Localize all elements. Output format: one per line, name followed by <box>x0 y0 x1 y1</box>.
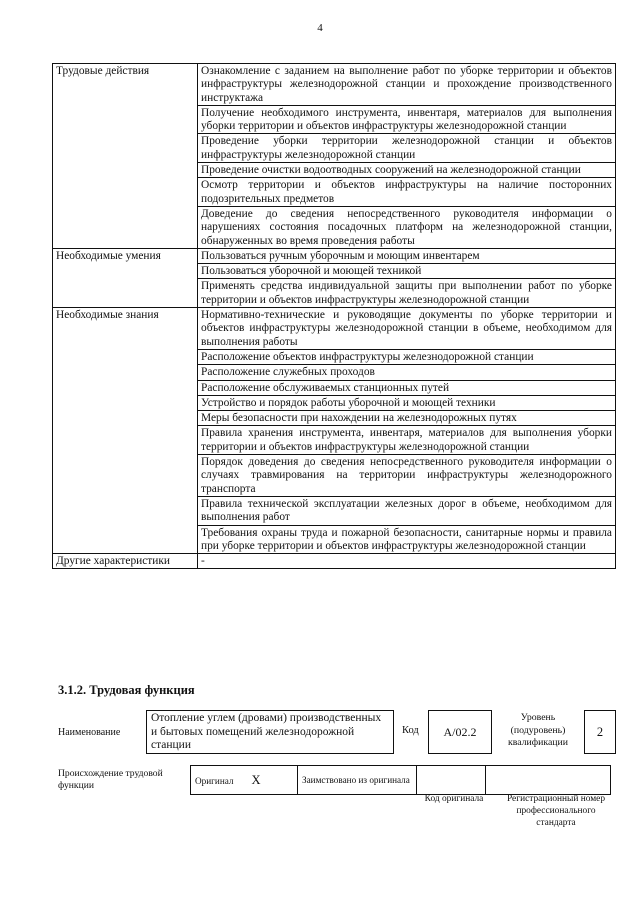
row-item: Пользоваться ручным уборочным и моющим инвентарем <box>198 248 616 263</box>
code-value: A/02.2 <box>443 724 477 739</box>
row-item: - <box>198 554 616 569</box>
origin-table <box>190 765 611 795</box>
row-item: Получение необходимого инструмента, инвентаря, материалов для выполнения уборки территории и объектов инфраструктуры железнодорожной станции <box>198 105 616 134</box>
row-category: Необходимые умения <box>53 248 198 307</box>
name-label: Наименование <box>58 727 121 738</box>
row-category: Трудовые действия <box>53 64 198 249</box>
table-row <box>53 554 616 569</box>
code-label: Код <box>402 725 419 736</box>
row-item: Расположение обслуживаемых станционных путей <box>198 380 616 395</box>
borrowed-label: Заимствовано из оригинала <box>302 774 410 785</box>
origin-label: Происхождение трудовой функции <box>58 768 163 791</box>
original-mark: X <box>251 773 261 787</box>
reg-number-label: Регистрационный номер профессионального стандарта <box>506 794 606 828</box>
row-item: Ознакомление с заданием на выполнение работ по уборке территории и объектов инфраструктуры железнодорожной станции и прохождение производственного инструктажа <box>198 64 616 106</box>
row-item: Меры безопасности при нахождении на железнодорожных путях <box>198 411 616 426</box>
table-body <box>53 64 616 569</box>
row-item: Доведение до сведения непосредственного руководителя информации о нарушениях состояния посадочных платформ на железнодорожной станции, обнаруженных во время проведения работы <box>198 206 616 248</box>
reg-number-cell <box>486 766 611 795</box>
page-number: 4 <box>317 22 323 34</box>
row-item: Правила технической эксплуатации железных дорог в объеме, необходимом для выполнения работ <box>198 496 616 525</box>
function-name-box <box>146 710 394 754</box>
row-item: Применять средства индивидуальной защиты при выполнении работ по уборке территории и объектов инфраструктуры железнодорожной станции <box>198 279 616 308</box>
table-row <box>53 308 616 350</box>
borrowed-cell <box>298 766 417 795</box>
original-cell <box>191 766 298 795</box>
row-category: Необходимые знания <box>53 308 198 554</box>
row-item: Расположение служебных проходов <box>198 365 616 380</box>
section-title: 3.1.2. Трудовая функция <box>58 683 195 697</box>
table-row <box>53 64 616 106</box>
code-value-box <box>428 710 492 754</box>
row-category: Другие характеристики <box>53 554 198 569</box>
level-value: 2 <box>596 724 604 739</box>
row-item: Правила хранения инструмента, инвентаря, материалов для выполнения уборки территории и объектов инфраструктуры железнодорожной станции <box>198 426 616 455</box>
row-item: Осмотр территории и объектов инфраструктуры на наличие посторонних подозрительных предметов <box>198 178 616 207</box>
row-item: Нормативно-технические и руководящие документы по уборке территории и объектов инфраструктуры железнодорожной станции в объеме, необходимом для выполнения работы <box>198 308 616 350</box>
labor-functions-table <box>52 63 616 569</box>
function-name-value: Отопление углем (дровами) производственных и бытовых помещений железнодорожной станции <box>151 712 382 751</box>
row-item: Требования охраны труда и пожарной безопасности, санитарные нормы и правила при уборке территории и объектов инфраструктуры железнодорожной станции <box>198 525 616 554</box>
original-label: Оригинал <box>195 776 234 786</box>
row-item: Устройство и порядок работы уборочной и моющей техники <box>198 395 616 410</box>
code-original-cell <box>417 766 486 795</box>
row-item: Порядок доведения до сведения непосредственного руководителя информации о случаях травмирования на территории инфраструктуры железнодорожного транспорта <box>198 455 616 497</box>
row-item: Расположение объектов инфраструктуры железнодорожной станции <box>198 349 616 364</box>
row-item: Проведение очистки водоотводных сооружений на железнодорожной станции <box>198 163 616 178</box>
level-value-box <box>584 710 616 754</box>
row-item: Проведение уборки территории железнодорожной станции и объектов инфраструктуры железнодорожной станции <box>198 134 616 163</box>
row-item: Пользоваться уборочной и моющей техникой <box>198 264 616 279</box>
code-original-label: Код оригинала <box>424 794 484 804</box>
level-label: Уровень (подуровень) квалификации <box>507 712 569 748</box>
table-row <box>53 248 616 263</box>
